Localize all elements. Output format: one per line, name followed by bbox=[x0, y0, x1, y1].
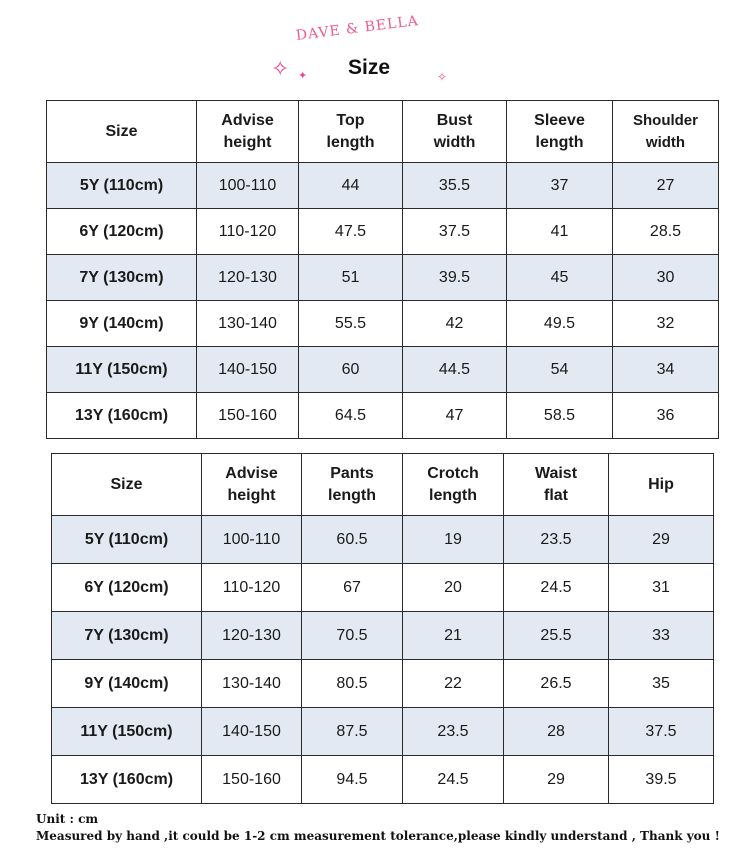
header-cell: Waist flat bbox=[504, 454, 609, 516]
table-row bbox=[47, 301, 719, 347]
table-cell: 120-130 bbox=[197, 255, 299, 301]
sparkle-icon: ✦ bbox=[298, 70, 308, 82]
table-cell: 47 bbox=[403, 393, 507, 439]
size-cell: 5Y (110cm) bbox=[52, 516, 202, 564]
table-cell: 27 bbox=[613, 163, 719, 209]
table-row bbox=[52, 660, 714, 708]
size-cell: 7Y (130cm) bbox=[47, 255, 197, 301]
table-row bbox=[47, 209, 719, 255]
header-cell: Advise height bbox=[197, 101, 299, 163]
table-cell: 30 bbox=[613, 255, 719, 301]
table-cell: 29 bbox=[504, 756, 609, 804]
header-cell: Size bbox=[52, 454, 202, 516]
table-cell: 22 bbox=[403, 660, 504, 708]
table-cell: 140-150 bbox=[202, 708, 302, 756]
table-cell: 110-120 bbox=[202, 564, 302, 612]
size-cell: 6Y (120cm) bbox=[52, 564, 202, 612]
table-header-row bbox=[52, 454, 714, 516]
header-cell: Size bbox=[47, 101, 197, 163]
header-cell: Bust width bbox=[403, 101, 507, 163]
table-cell: 130-140 bbox=[197, 301, 299, 347]
table-cell: 44 bbox=[299, 163, 403, 209]
size-cell: 6Y (120cm) bbox=[47, 209, 197, 255]
table-cell: 28.5 bbox=[613, 209, 719, 255]
table-row bbox=[52, 612, 714, 660]
table-cell: 39.5 bbox=[403, 255, 507, 301]
table-cell: 42 bbox=[403, 301, 507, 347]
top-size-table bbox=[46, 100, 719, 439]
table-cell: 60 bbox=[299, 347, 403, 393]
table-cell: 20 bbox=[403, 564, 504, 612]
table-cell: 26.5 bbox=[504, 660, 609, 708]
header-cell: Shoulder width bbox=[613, 101, 719, 163]
table-cell: 140-150 bbox=[197, 347, 299, 393]
header-cell: Crotch length bbox=[403, 454, 504, 516]
size-cell: 7Y (130cm) bbox=[52, 612, 202, 660]
header-cell: Top length bbox=[299, 101, 403, 163]
table-cell: 37.5 bbox=[609, 708, 714, 756]
table-cell: 67 bbox=[302, 564, 403, 612]
table-cell: 54 bbox=[507, 347, 613, 393]
table-cell: 58.5 bbox=[507, 393, 613, 439]
brand-logo bbox=[295, 13, 441, 48]
table-cell: 60.5 bbox=[302, 516, 403, 564]
table-row bbox=[47, 393, 719, 439]
table-cell: 51 bbox=[299, 255, 403, 301]
table-cell: 25.5 bbox=[504, 612, 609, 660]
table-cell: 32 bbox=[613, 301, 719, 347]
table-cell: 44.5 bbox=[403, 347, 507, 393]
table-cell: 36 bbox=[613, 393, 719, 439]
table-row bbox=[52, 564, 714, 612]
table-cell: 120-130 bbox=[202, 612, 302, 660]
size-cell: 11Y (150cm) bbox=[47, 347, 197, 393]
header-cell: Advise height bbox=[202, 454, 302, 516]
table-cell: 37.5 bbox=[403, 209, 507, 255]
table-cell: 23.5 bbox=[504, 516, 609, 564]
table-cell: 94.5 bbox=[302, 756, 403, 804]
header-cell: Hip bbox=[609, 454, 714, 516]
brand-text: DAVE & BELLA bbox=[295, 13, 420, 44]
table-cell: 55.5 bbox=[299, 301, 403, 347]
table-row bbox=[47, 347, 719, 393]
header-cell: Sleeve length bbox=[507, 101, 613, 163]
sparkle-icon: ✧ bbox=[271, 56, 290, 81]
size-cell: 5Y (110cm) bbox=[47, 163, 197, 209]
measurement-note: Measured by hand ,it could be 1-2 cm measurement tolerance,please kindly understand , Thank you ! bbox=[36, 829, 720, 843]
table-cell: 33 bbox=[609, 612, 714, 660]
table-cell: 34 bbox=[613, 347, 719, 393]
table-row bbox=[52, 708, 714, 756]
table-row bbox=[52, 756, 714, 804]
table-cell: 100-110 bbox=[202, 516, 302, 564]
table-cell: 39.5 bbox=[609, 756, 714, 804]
table-cell: 21 bbox=[403, 612, 504, 660]
table-cell: 47.5 bbox=[299, 209, 403, 255]
table-cell: 150-160 bbox=[202, 756, 302, 804]
table-cell: 80.5 bbox=[302, 660, 403, 708]
table-cell: 19 bbox=[403, 516, 504, 564]
size-cell: 9Y (140cm) bbox=[52, 660, 202, 708]
table-cell: 24.5 bbox=[403, 756, 504, 804]
table-cell: 23.5 bbox=[403, 708, 504, 756]
unit-note: Unit : cm bbox=[36, 812, 99, 826]
size-cell: 11Y (150cm) bbox=[52, 708, 202, 756]
sparkle-icon: ✧ bbox=[437, 70, 448, 84]
table-cell: 35.5 bbox=[403, 163, 507, 209]
table-row bbox=[52, 516, 714, 564]
table-cell: 49.5 bbox=[507, 301, 613, 347]
size-cell: 13Y (160cm) bbox=[52, 756, 202, 804]
table-cell: 87.5 bbox=[302, 708, 403, 756]
table-cell: 110-120 bbox=[197, 209, 299, 255]
table-cell: 37 bbox=[507, 163, 613, 209]
table-cell: 70.5 bbox=[302, 612, 403, 660]
size-cell: 13Y (160cm) bbox=[47, 393, 197, 439]
table-cell: 24.5 bbox=[504, 564, 609, 612]
table-cell: 31 bbox=[609, 564, 714, 612]
table-cell: 64.5 bbox=[299, 393, 403, 439]
page-title: Size bbox=[347, 56, 391, 79]
table-cell: 41 bbox=[507, 209, 613, 255]
size-cell: 9Y (140cm) bbox=[47, 301, 197, 347]
table-cell: 100-110 bbox=[197, 163, 299, 209]
table-row bbox=[47, 255, 719, 301]
table-cell: 29 bbox=[609, 516, 714, 564]
header-cell: Pants length bbox=[302, 454, 403, 516]
table-cell: 28 bbox=[504, 708, 609, 756]
table-cell: 150-160 bbox=[197, 393, 299, 439]
table-cell: 45 bbox=[507, 255, 613, 301]
table-cell: 130-140 bbox=[202, 660, 302, 708]
table-row bbox=[47, 163, 719, 209]
table-cell: 35 bbox=[609, 660, 714, 708]
table-header-row bbox=[47, 101, 719, 163]
bottom-size-table bbox=[51, 453, 714, 804]
